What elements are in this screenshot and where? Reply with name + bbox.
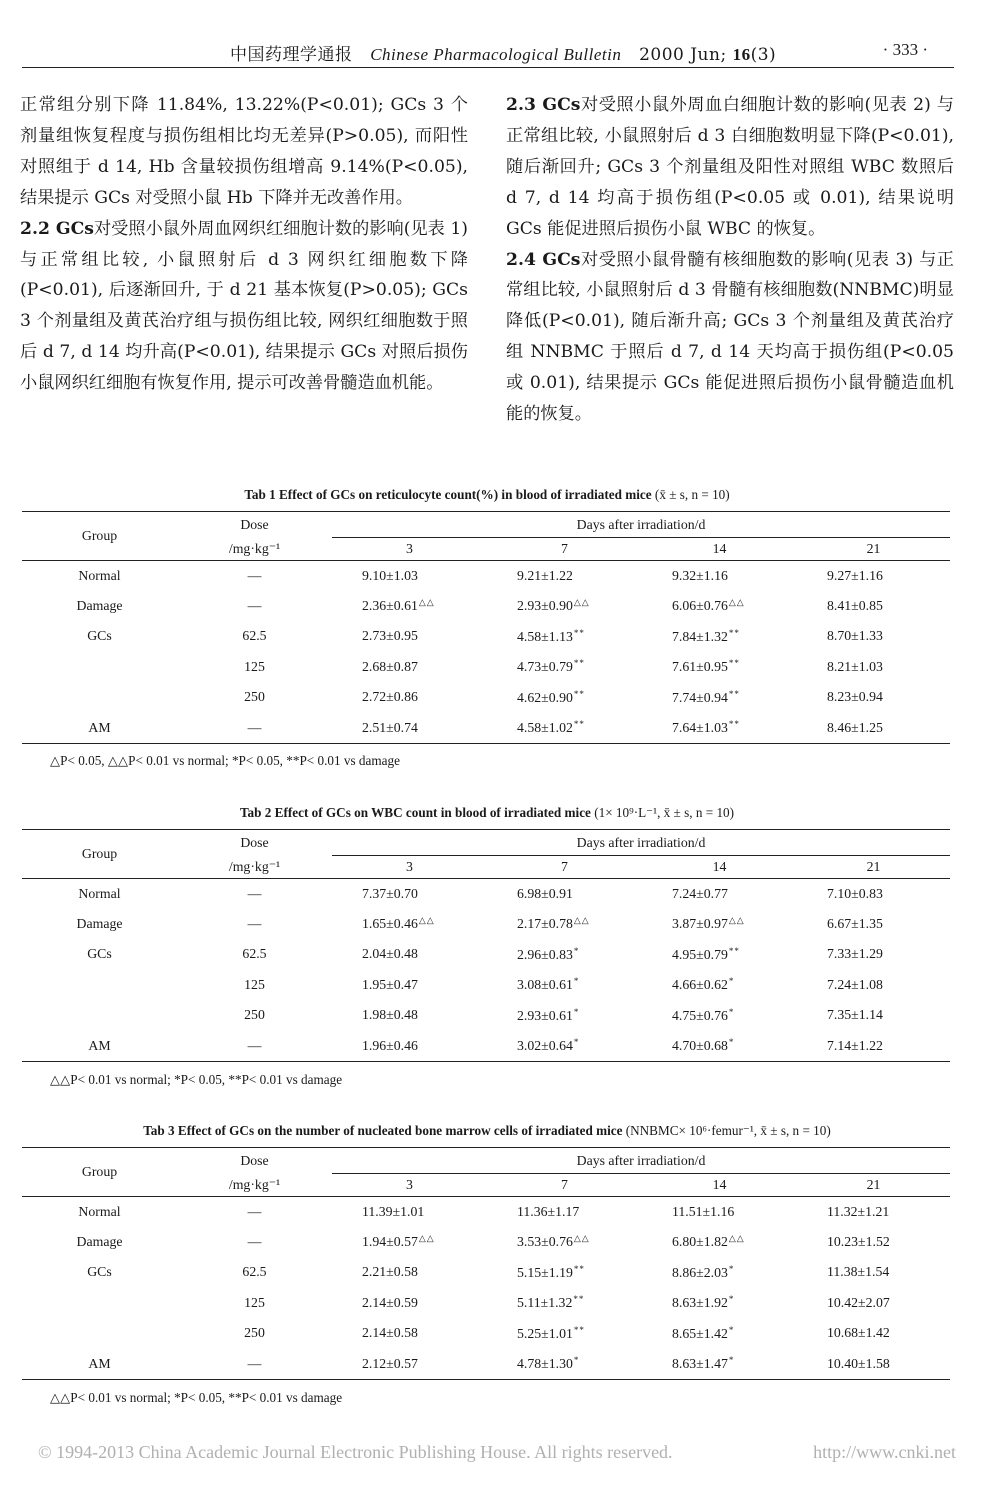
data-table: [22, 511, 950, 744]
cell-value: [642, 560, 797, 591]
table-title-text: Tab 3 Effect of GCs on the number of nucleated bone marrow cells of irradiated mice: [143, 1123, 623, 1138]
cell-dose: —: [247, 567, 262, 583]
cnki-link[interactable]: http://www.cnki.net: [813, 1442, 956, 1462]
body-column-right: [506, 90, 954, 430]
cell-value: [487, 682, 642, 713]
cell-dose: 62.5: [242, 946, 267, 962]
cell-value: [487, 1257, 642, 1288]
cell-value: [797, 560, 950, 591]
cell-value: [797, 909, 950, 940]
running-header: [22, 38, 954, 68]
significance-mark: **: [573, 719, 585, 729]
significance-mark: △△: [573, 1233, 590, 1244]
significance-mark: △△: [418, 597, 435, 608]
header-day-21: 21: [797, 856, 950, 878]
cell-value: [797, 1257, 950, 1288]
data-table: [22, 829, 950, 1062]
cell-value: [332, 1227, 487, 1258]
value-text: 2.14±0.59: [362, 1294, 418, 1310]
cell-value: [797, 713, 950, 744]
header-dose: Dose: [177, 830, 332, 857]
cell-group: Damage: [76, 597, 123, 613]
header-day-21: 21: [797, 1174, 950, 1196]
table-row: [22, 682, 950, 713]
section-heading: 2.2 GCs: [20, 218, 94, 239]
value-text: 11.38±1.54: [827, 1264, 890, 1280]
cell-value: [642, 1196, 797, 1227]
cell-value: [642, 939, 797, 970]
value-text: 9.21±1.22: [517, 567, 573, 583]
table-row: [22, 1000, 950, 1031]
table-title-stat: (1× 10⁹·L⁻¹, x̄ ± s, n = 10): [594, 805, 735, 820]
section-2-4: [506, 245, 954, 430]
cell-value: [487, 1318, 642, 1349]
cell-value: [332, 682, 487, 713]
cell-value: [332, 560, 487, 591]
journal-info: [230, 40, 776, 65]
value-text: 1.95±0.47: [362, 976, 418, 992]
cell-value: [487, 878, 642, 909]
cell-group: [22, 970, 177, 1001]
cell-value: [332, 970, 487, 1001]
header-day-3: 3: [332, 856, 487, 878]
value-text: 8.21±1.03: [827, 658, 883, 674]
cell-value: [797, 1318, 950, 1349]
header-day-7: 7: [487, 538, 642, 560]
cell-dose: 250: [244, 1325, 265, 1341]
significance-mark: **: [573, 658, 585, 669]
cell-value: [487, 713, 642, 744]
value-text: 7.37±0.70: [362, 885, 418, 901]
significance-mark: *: [728, 1263, 735, 1274]
value-text: 7.35±1.14: [827, 1007, 883, 1023]
table-title-stat: (x̄ ± s, n = 10): [654, 487, 730, 502]
table-row: [22, 652, 950, 683]
cell-value: [332, 1349, 487, 1380]
cell-value: [642, 909, 797, 940]
header-dose: Dose: [177, 1148, 332, 1175]
page-number: · 333 ·: [882, 40, 928, 59]
significance-mark: *: [573, 1006, 580, 1017]
significance-mark: △△: [418, 915, 435, 926]
significance-mark: △△: [728, 1233, 745, 1244]
cell-group: GCs: [87, 946, 112, 962]
cell-value: [332, 1196, 487, 1227]
significance-mark: **: [728, 945, 740, 956]
header-days: [332, 512, 950, 539]
value-text: 2.21±0.58: [362, 1264, 418, 1280]
value-text: 4.95±0.79: [672, 946, 728, 962]
significance-mark: *: [728, 1355, 735, 1365]
table-row: [22, 713, 950, 744]
cell-value: [487, 1196, 642, 1227]
significance-mark: *: [728, 1037, 735, 1047]
significance-mark: *: [573, 976, 580, 987]
header-group: Group: [22, 512, 177, 561]
header-group: Group: [22, 1148, 177, 1197]
cell-group: AM: [22, 713, 177, 744]
cell-value: [332, 1288, 487, 1319]
value-text: 1.94±0.57: [362, 1234, 418, 1250]
cell-value: [487, 970, 642, 1001]
cell-group: GCs: [87, 1264, 112, 1280]
value-text: 2.04±0.48: [362, 946, 418, 962]
cell-value: [642, 1288, 797, 1319]
cell-value: [332, 1257, 487, 1288]
value-text: 4.78±1.30: [517, 1356, 573, 1371]
value-text: 6.80±1.82: [672, 1234, 728, 1250]
significance-mark: **: [573, 1294, 585, 1305]
cell-dose: —: [177, 1031, 332, 1062]
cell-value: [797, 878, 950, 909]
significance-mark: **: [573, 627, 585, 638]
cell-dose: —: [247, 1233, 262, 1249]
significance-mark: △△: [728, 597, 745, 608]
cell-dose: 62.5: [242, 628, 267, 644]
cell-dose: 125: [244, 976, 265, 992]
journal-title-en: Chinese Pharmacological Bulletin: [370, 45, 622, 64]
value-text: 11.36±1.17: [517, 1203, 580, 1219]
table-row: [22, 560, 950, 591]
header-day-14: 14: [642, 1174, 797, 1196]
header-day-3: 3: [332, 1174, 487, 1196]
value-text: 7.64±1.03: [672, 720, 728, 735]
value-text: 4.58±1.02: [517, 720, 573, 735]
header-day-21: 21: [797, 538, 950, 560]
cell-value: [797, 1227, 950, 1258]
section-heading: 2.4 GCs: [506, 249, 581, 270]
cell-value: [642, 1031, 797, 1062]
significance-mark: △△: [728, 915, 745, 926]
value-text: 5.25±1.01: [517, 1325, 573, 1341]
issue-date: 2000 Jun;: [639, 45, 727, 65]
value-text: 2.17±0.78: [517, 916, 573, 932]
cell-value: [642, 878, 797, 909]
cell-value: [642, 1227, 797, 1258]
value-text: 8.63±1.47: [672, 1356, 728, 1371]
cell-value: [487, 621, 642, 652]
issue-number: (3): [750, 45, 777, 65]
cell-dose: 125: [244, 1294, 265, 1310]
cell-value: [642, 652, 797, 683]
significance-mark: **: [728, 719, 740, 729]
header-day-14: 14: [642, 856, 797, 878]
value-text: 2.96±0.83: [517, 946, 573, 962]
cell-value: [487, 909, 642, 940]
value-text: 7.74±0.94: [672, 689, 728, 705]
cell-value: [642, 1000, 797, 1031]
value-text: 2.14±0.58: [362, 1325, 418, 1341]
cell-value: [332, 652, 487, 683]
value-text: 9.10±1.03: [362, 567, 418, 583]
significance-mark: *: [728, 1324, 735, 1335]
significance-mark: **: [728, 627, 740, 638]
cell-value: [332, 1318, 487, 1349]
value-text: 6.67±1.35: [827, 915, 883, 931]
table-title-text: Tab 1 Effect of GCs on reticulocyte count(%) in blood of irradiated mice: [244, 487, 652, 502]
cell-value: [797, 1196, 950, 1227]
value-text: 6.98±0.91: [517, 885, 573, 901]
value-text: 8.86±2.03: [672, 1264, 728, 1280]
cell-group: Normal: [78, 1203, 121, 1219]
header-days-label: Days after irradiation/d: [332, 830, 950, 856]
table-row: [22, 970, 950, 1001]
cell-group: [22, 1000, 177, 1031]
cell-value: [797, 682, 950, 713]
value-text: 11.39±1.01: [362, 1203, 425, 1219]
value-text: 10.40±1.58: [827, 1355, 890, 1371]
cell-value: [487, 1349, 642, 1380]
cell-value: [797, 591, 950, 622]
value-text: 8.63±1.92: [672, 1295, 728, 1311]
value-text: 2.93±0.90: [517, 598, 573, 614]
significance-mark: **: [728, 688, 740, 699]
cell-group: [22, 652, 177, 683]
significance-mark: **: [573, 688, 585, 699]
value-text: 5.11±1.32: [517, 1295, 573, 1311]
cell-dose: 250: [244, 689, 265, 705]
cell-dose: —: [247, 915, 262, 931]
table-row: [22, 1227, 950, 1258]
value-text: 8.70±1.33: [827, 628, 883, 644]
cell-group: Normal: [78, 567, 121, 583]
value-text: 9.27±1.16: [827, 567, 883, 583]
value-text: 11.32±1.21: [827, 1203, 890, 1219]
cell-value: [332, 713, 487, 744]
value-text: 9.32±1.16: [672, 567, 728, 583]
copyright-footer: [38, 1442, 958, 1463]
header-day-3: 3: [332, 538, 487, 560]
header-day-7: 7: [487, 1174, 642, 1196]
cell-value: [642, 591, 797, 622]
cell-value: [642, 1349, 797, 1380]
cell-dose: —: [247, 597, 262, 613]
header-day-14: 14: [642, 538, 797, 560]
cell-value: [797, 1031, 950, 1062]
table-row: [22, 939, 950, 970]
cell-value: [487, 1227, 642, 1258]
cell-dose: 62.5: [242, 1264, 267, 1280]
value-text: 4.66±0.62: [672, 977, 728, 993]
cell-value: [797, 1288, 950, 1319]
table-row: [22, 591, 950, 622]
cell-value: [642, 1257, 797, 1288]
cell-value: [487, 1288, 642, 1319]
value-text: 2.72±0.86: [362, 689, 418, 705]
header-days: [332, 830, 950, 857]
cell-value: [487, 939, 642, 970]
cell-value: [332, 621, 487, 652]
cell-group: Damage: [76, 1233, 123, 1249]
value-text: 4.58±1.13: [517, 628, 573, 644]
value-text: 8.65±1.42: [672, 1325, 728, 1341]
cell-dose: 125: [244, 658, 265, 674]
cell-value: [642, 621, 797, 652]
journal-title-cn: 中国药理学通报: [230, 45, 353, 65]
cell-dose: —: [177, 1349, 332, 1380]
cell-dose: —: [247, 885, 262, 901]
cell-value: [642, 682, 797, 713]
significance-mark: **: [728, 658, 740, 669]
cell-dose: —: [247, 1203, 262, 1219]
value-text: 1.98±0.48: [362, 1007, 418, 1023]
cell-value: [487, 1031, 642, 1062]
cell-value: [487, 652, 642, 683]
cell-dose: —: [177, 713, 332, 744]
cell-dose: 250: [244, 1007, 265, 1023]
cell-value: [797, 1349, 950, 1380]
table-footnote: △P< 0.05, △△P< 0.01 vs normal; *P< 0.05, **P< 0.01 vs damage: [50, 753, 400, 768]
value-text: 7.14±1.22: [827, 1037, 883, 1053]
table-row: [22, 1196, 950, 1227]
value-text: 7.84±1.32: [672, 628, 728, 644]
paragraph-hb-result: 正常组分别下降 11.84%, 13.22%(P<0.01); GCs 3 个剂量组恢复程度与损伤组相比均无差异(P>0.05), 而阳性对照组于 d 14, Hb 含量较损伤组增高 9.14%(P<0.05), 结果提示 GCs 对受照小鼠 Hb 下降并无改善作用。: [20, 95, 468, 208]
significance-mark: △△: [573, 597, 590, 608]
value-text: 4.62±0.90: [517, 689, 573, 705]
section-text: 对受照小鼠骨髓有核细胞数的影响(见表 3) 与正常组比较, 小鼠照射后 d 3 骨髓有核细胞数(NNBMC)明显降低(P<0.01), 随后渐升高; GCs 3 个剂量组及黄芪治疗组 NNBMC 于照后 d 7, d 14 天均高于损伤组(P<0.05 或 0.01), 结果提示 GCs 能促进照后损伤小鼠骨髓造血机能的恢复。: [506, 249, 954, 425]
value-text: 4.73±0.79: [517, 659, 573, 675]
header-days-label: Days after irradiation/d: [332, 512, 950, 538]
cell-value: [642, 713, 797, 744]
table-footnote: △△P< 0.01 vs normal; *P< 0.05, **P< 0.01 vs damage: [50, 1072, 343, 1087]
value-text: 8.41±0.85: [827, 597, 883, 613]
cell-value: [332, 1031, 487, 1062]
cell-group: [22, 1318, 177, 1349]
value-text: 7.33±1.29: [827, 946, 883, 962]
value-text: 1.65±0.46: [362, 916, 418, 932]
header-days-label: Days after irradiation/d: [332, 1148, 950, 1174]
cell-value: [332, 878, 487, 909]
value-text: 2.73±0.95: [362, 628, 418, 644]
value-text: 7.24±0.77: [672, 885, 728, 901]
header-dose-unit: /mg·kg⁻¹: [177, 538, 332, 560]
value-text: 3.53±0.76: [517, 1234, 573, 1250]
value-text: 4.75±0.76: [672, 1007, 728, 1023]
copyright-text: © 1994-2013 China Academic Journal Electronic Publishing House. All rights reserved.: [38, 1442, 673, 1462]
table-row: [22, 909, 950, 940]
table-row: [22, 1318, 950, 1349]
body-column-left: [20, 90, 468, 399]
value-text: 8.23±0.94: [827, 689, 883, 705]
table-row: [22, 878, 950, 909]
value-text: 10.23±1.52: [827, 1233, 890, 1249]
value-text: 6.06±0.76: [672, 598, 728, 614]
cell-group: Damage: [76, 915, 123, 931]
cell-value: [487, 591, 642, 622]
table-title: [20, 487, 954, 503]
header-days: [332, 1148, 950, 1175]
value-text: 10.42±2.07: [827, 1294, 890, 1310]
table-title-text: Tab 2 Effect of GCs on WBC count in blood of irradiated mice: [239, 805, 591, 820]
significance-mark: **: [573, 1263, 585, 1274]
significance-mark: *: [728, 976, 735, 987]
table-row: [22, 1031, 950, 1062]
value-text: 2.51±0.74: [362, 719, 418, 735]
data-table: [22, 1147, 950, 1380]
header-dose-unit: /mg·kg⁻¹: [177, 856, 332, 878]
value-text: 8.46±1.25: [827, 719, 883, 735]
table-title-stat: (NNBMC× 10⁶·femur⁻¹, x̄ ± s, n = 10): [625, 1123, 831, 1138]
value-text: 2.36±0.61: [362, 598, 418, 614]
value-text: 3.87±0.97: [672, 916, 728, 932]
cell-value: [332, 909, 487, 940]
section-text: 对受照小鼠外周血白细胞计数的影响(见表 2) 与正常组比较, 小鼠照射后 d 3 白细胞数明显下降(P<0.01), 随后渐回升; GCs 3 个剂量组及阳性对照组 WBC 数照后 d 7, d 14 均高于损伤组(P<0.05 或 0.01), 结果说明 GCs 能促进照后损伤小鼠 WBC 的恢复。: [506, 95, 954, 239]
value-text: 1.96±0.46: [362, 1037, 418, 1053]
value-text: 4.70±0.68: [672, 1038, 728, 1053]
value-text: 3.02±0.64: [517, 1038, 573, 1053]
cell-value: [332, 1000, 487, 1031]
table-row: [22, 1257, 950, 1288]
volume-number: 16: [732, 45, 751, 64]
cell-value: [332, 591, 487, 622]
table-row: [22, 1288, 950, 1319]
cell-value: [642, 1318, 797, 1349]
header-dose-unit: /mg·kg⁻¹: [177, 1174, 332, 1196]
table-title: [20, 1123, 954, 1139]
header-day-7: 7: [487, 856, 642, 878]
value-text: 2.68±0.87: [362, 658, 418, 674]
cell-value: [797, 1000, 950, 1031]
table-title: [20, 805, 954, 821]
section-heading: 2.3 GCs: [506, 95, 581, 115]
table-row: [22, 621, 950, 652]
significance-mark: *: [573, 945, 580, 956]
value-text: 5.15±1.19: [517, 1264, 573, 1280]
table-row: [22, 1349, 950, 1380]
value-text: 2.12±0.57: [362, 1355, 418, 1371]
section-text: 对受照小鼠外周血网织红细胞计数的影响(见表 1) 与正常组比较, 小鼠照射后 d 3 网织红细胞数下降(P<0.01), 后逐渐回升, 于 d 21 基本恢复(P>0.05); GCs 3 个剂量组及黄芪治疗组与损伤组比较, 网织红细胞数于照后 d 7, d 14 均升高(P<0.01), 结果提示 GCs 对照后损伤小鼠网织红细胞有恢复作用, 提示可改善骨髓造血机能。: [20, 218, 469, 394]
cell-group: AM: [22, 1031, 177, 1062]
value-text: 2.93±0.61: [517, 1007, 573, 1023]
table-footnote: △△P< 0.01 vs normal; *P< 0.05, **P< 0.01 vs damage: [50, 1390, 343, 1405]
value-text: 11.51±1.16: [672, 1203, 735, 1219]
section-2-2: [20, 214, 468, 399]
cell-value: [332, 939, 487, 970]
significance-mark: △△: [573, 915, 590, 926]
cell-value: [487, 1000, 642, 1031]
value-text: 10.68±1.42: [827, 1325, 890, 1341]
cell-value: [797, 939, 950, 970]
cell-value: [487, 560, 642, 591]
cell-group: [22, 682, 177, 713]
value-text: 3.08±0.61: [517, 977, 573, 993]
cell-value: [797, 621, 950, 652]
significance-mark: **: [573, 1324, 585, 1335]
significance-mark: *: [573, 1037, 580, 1047]
value-text: 7.24±1.08: [827, 976, 883, 992]
header-group: Group: [22, 830, 177, 879]
cell-group: Normal: [78, 885, 121, 901]
significance-mark: *: [573, 1355, 580, 1365]
significance-mark: △△: [418, 1233, 435, 1244]
cell-value: [642, 970, 797, 1001]
value-text: 7.10±0.83: [827, 885, 883, 901]
cell-group: GCs: [87, 628, 112, 644]
cell-group: AM: [22, 1349, 177, 1380]
header-dose: Dose: [177, 512, 332, 539]
cell-group: [22, 1288, 177, 1319]
section-2-3: [506, 90, 954, 245]
cell-value: [797, 652, 950, 683]
significance-mark: *: [728, 1294, 735, 1305]
significance-mark: *: [728, 1006, 735, 1017]
value-text: 7.61±0.95: [672, 659, 728, 675]
cell-value: [797, 970, 950, 1001]
